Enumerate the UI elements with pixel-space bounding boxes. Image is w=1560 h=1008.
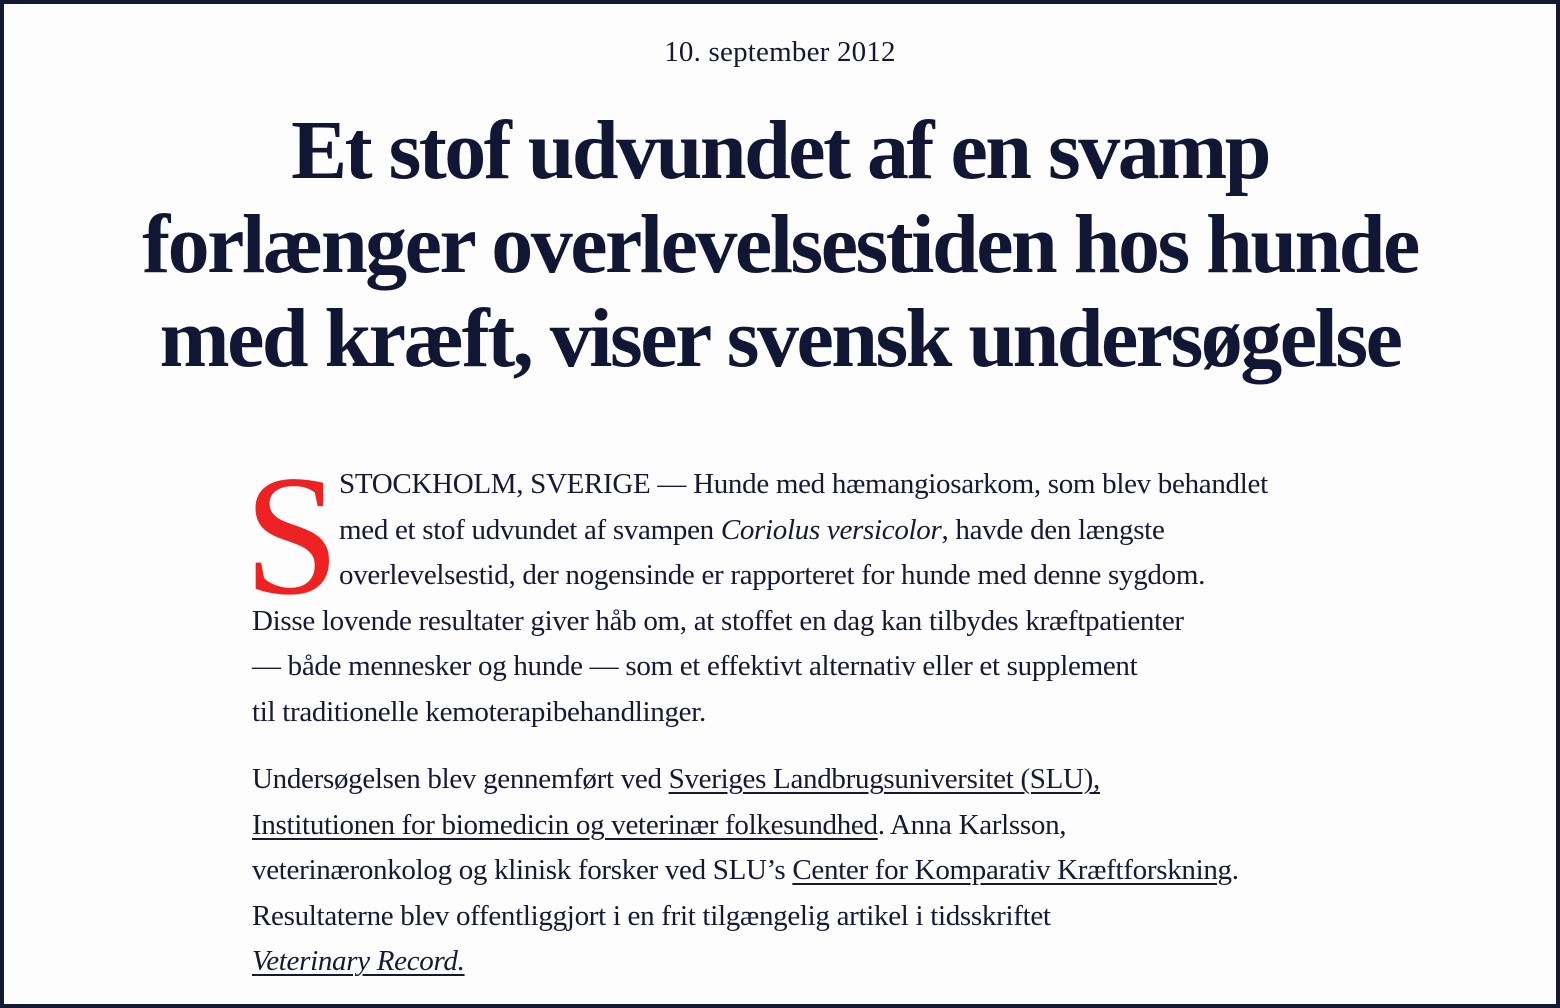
journal-link[interactable] — [252, 945, 465, 977]
paragraph-line — [252, 508, 1342, 554]
paragraph-line: — både mennesker og hunde — som et effektivt alternativ eller et supplement — [252, 650, 1138, 682]
institute-link[interactable]: Institutionen for biomedicin og veterinær folkesundhed — [252, 808, 878, 841]
paragraph-line — [252, 939, 1342, 985]
headline-line: forlænger overlevelsestiden hos hunde — [142, 198, 1418, 292]
headline-line: med kræft, viser svensk undersøgelse — [159, 292, 1401, 386]
text-run: , havde den længste — [941, 513, 1165, 546]
paragraph-line — [252, 803, 1342, 849]
species-name: Coriolus versicolor — [720, 513, 942, 546]
article-body — [244, 441, 1342, 985]
drop-cap: S — [244, 441, 340, 631]
paragraph-line: til traditionelle kemoterapibehandlinger. — [252, 695, 706, 728]
text-run: . — [1231, 854, 1239, 886]
paragraph-line: Disse lovende resultater giver håb om, at stoffet en dag kan tilbydes kræftpatienter — [252, 604, 1184, 637]
second-paragraph — [252, 757, 1342, 985]
university-link[interactable]: Sveriges Landbrugsuniversitet (SLU), — [668, 763, 1100, 795]
text-run: . Anna Karlsson, — [877, 808, 1067, 841]
text-run: veterinæronkolog og klinisk forsker ved SLU’s — [252, 854, 793, 886]
article-date: 10. september 2012 — [664, 36, 896, 68]
headline-line: Et stof udvundet af en svamp — [291, 104, 1269, 197]
journal-name: Veterinary Record. — [252, 945, 465, 977]
research-center-link[interactable]: Center for Komparativ Kræftforskning — [792, 854, 1232, 886]
paragraph-line: overlevelsestid, der nogensinde er rapporteret for hunde med denne sygdom. — [339, 559, 1206, 591]
paragraph-line — [252, 848, 1342, 894]
text-run: Undersøgelsen blev gennemført ved — [252, 763, 669, 795]
lead-paragraph — [252, 462, 1342, 735]
paragraph-line: Resultaterne blev offentliggjort i en frit tilgængelig artikel i tidsskriftet — [252, 899, 1051, 932]
paragraph-line: STOCKHOLM, SVERIGE — Hunde med hæmangiosarkom, som blev behandlet — [339, 468, 1268, 500]
article-headline — [44, 104, 1516, 386]
paragraph-line — [252, 757, 1342, 803]
text-run: med et stof udvundet af svampen — [339, 513, 721, 546]
